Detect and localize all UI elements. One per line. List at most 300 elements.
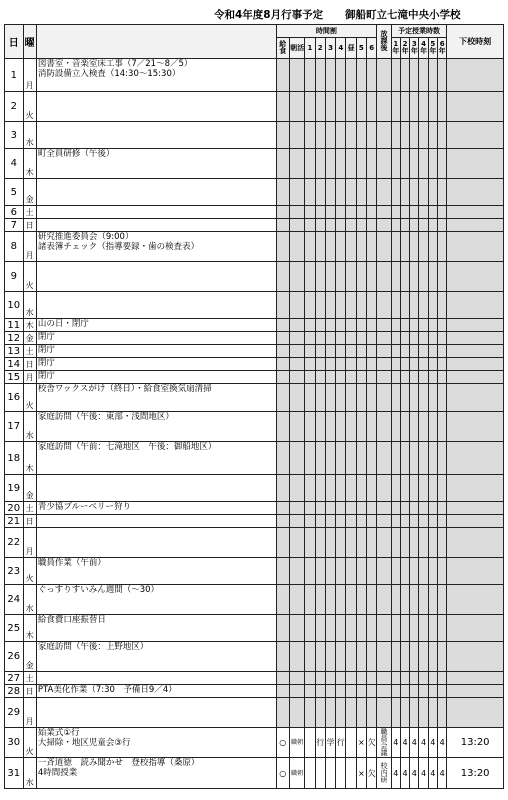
grade-cell	[400, 528, 409, 558]
period-cell	[346, 358, 356, 371]
grade-cell	[428, 292, 437, 319]
gekou-cell	[447, 262, 504, 292]
kyushoku-cell	[276, 384, 289, 412]
period-cell	[366, 502, 376, 515]
event-line: 大掃除・地区児童会③行	[37, 738, 131, 748]
houkago-cell	[377, 92, 391, 122]
period-cell	[305, 59, 315, 92]
kyushoku-cell	[276, 292, 289, 319]
event-line: ぐっすりすいみん週間（～30）	[37, 585, 160, 595]
header-period: 1	[305, 38, 315, 59]
period-cell	[366, 615, 376, 642]
header-period: 2	[315, 38, 325, 59]
houkago-cell	[377, 528, 391, 558]
kyushoku-cell	[276, 585, 289, 615]
event-cell	[36, 371, 276, 384]
period-cell	[346, 412, 356, 442]
gekou-cell	[447, 179, 504, 206]
grade-cell	[428, 122, 437, 149]
kyushoku-cell	[276, 528, 289, 558]
event-cell	[36, 92, 276, 122]
period-cell	[325, 332, 335, 345]
day-number: 29	[5, 698, 24, 728]
day-row	[5, 262, 504, 292]
event-cell	[36, 558, 276, 585]
event-cell	[36, 672, 276, 685]
day-row	[5, 672, 504, 685]
choukai-cell	[289, 475, 304, 502]
grade-cell	[410, 332, 419, 345]
period-cell	[315, 358, 325, 371]
weekday: 日	[23, 515, 36, 528]
choukai-cell	[289, 685, 304, 698]
period-cell	[336, 384, 346, 412]
gekou-cell: 13:20	[447, 758, 504, 789]
gekou-cell	[447, 412, 504, 442]
header-row-1	[5, 25, 504, 38]
grade-cell	[419, 232, 428, 262]
weekday: 金	[23, 179, 36, 206]
period-cell	[336, 358, 346, 371]
period-cell	[346, 332, 356, 345]
event-cell	[36, 685, 276, 698]
period-cell	[356, 59, 366, 92]
choukai-cell	[289, 358, 304, 371]
grade-cell	[391, 698, 400, 728]
grade-cell	[391, 685, 400, 698]
period-cell	[336, 219, 346, 232]
grade-cell	[419, 515, 428, 528]
period-cell	[305, 728, 315, 758]
day-number: 14	[5, 358, 24, 371]
period-cell	[336, 585, 346, 615]
grade-cell	[400, 384, 409, 412]
period-cell	[346, 698, 356, 728]
choukai-cell	[289, 122, 304, 149]
header-period: 4	[336, 38, 346, 59]
event-line: 家庭訪問（午前：七滝地区 午後：御船地区）	[37, 442, 217, 452]
grade-cell	[410, 585, 419, 615]
period-cell	[315, 206, 325, 219]
event-cell	[36, 412, 276, 442]
grade-cell	[428, 371, 437, 384]
kyushoku-cell	[276, 672, 289, 685]
period-cell	[356, 122, 366, 149]
event-line: 校舎ワックスがけ（終日）・給食室換気扇清掃	[37, 384, 212, 394]
event-cell	[36, 515, 276, 528]
day-number: 17	[5, 412, 24, 442]
gekou-cell	[447, 122, 504, 149]
day-number: 8	[5, 232, 24, 262]
grade-cell	[400, 475, 409, 502]
period-cell	[305, 358, 315, 371]
weekday: 水	[23, 412, 36, 442]
header-gekou: 下校時刻	[447, 25, 504, 59]
grade-cell	[419, 642, 428, 672]
gekou-cell	[447, 502, 504, 515]
period-cell	[346, 515, 356, 528]
grade-cell	[419, 371, 428, 384]
period-cell	[366, 515, 376, 528]
header-event	[36, 25, 276, 59]
grade-cell	[437, 615, 446, 642]
event-cell	[36, 319, 276, 332]
header-day: 日	[5, 25, 24, 59]
event-line: 給食費口座振替日	[37, 615, 106, 625]
period-cell	[315, 558, 325, 585]
day-number: 25	[5, 615, 24, 642]
day-number: 21	[5, 515, 24, 528]
choukai-cell	[289, 528, 304, 558]
day-number: 4	[5, 149, 24, 179]
grade-cell	[400, 232, 409, 262]
grade-cell	[437, 475, 446, 502]
period-cell	[305, 219, 315, 232]
houkago-cell	[377, 585, 391, 615]
day-row	[5, 642, 504, 672]
grade-cell	[437, 698, 446, 728]
period-cell	[305, 585, 315, 615]
period-cell	[325, 59, 335, 92]
grade-cell	[400, 672, 409, 685]
grade-cell	[419, 59, 428, 92]
grade-cell	[410, 358, 419, 371]
day-number: 23	[5, 558, 24, 585]
period-cell	[315, 502, 325, 515]
period-cell	[336, 345, 346, 358]
grade-cell: 4	[428, 758, 437, 789]
grade-cell	[428, 232, 437, 262]
period-cell	[356, 332, 366, 345]
period-cell	[325, 384, 335, 412]
grade-cell	[419, 332, 428, 345]
grade-cell	[410, 615, 419, 642]
period-cell	[356, 292, 366, 319]
period-cell	[325, 442, 335, 475]
kyushoku-cell	[276, 219, 289, 232]
day-row	[5, 558, 504, 585]
grade-cell	[400, 615, 409, 642]
weekday: 土	[23, 672, 36, 685]
choukai-cell: 職朝	[289, 728, 304, 758]
grade-cell	[437, 206, 446, 219]
gekou-cell	[447, 515, 504, 528]
event-line: 消防設備立入検査（14:30～15:30）	[37, 69, 181, 79]
period-cell	[305, 292, 315, 319]
grade-cell	[410, 384, 419, 412]
period-cell	[305, 672, 315, 685]
day-number: 2	[5, 92, 24, 122]
day-number: 10	[5, 292, 24, 319]
day-row	[5, 232, 504, 262]
kyushoku-cell	[276, 412, 289, 442]
period-cell	[336, 292, 346, 319]
grade-cell	[410, 345, 419, 358]
grade-cell: 4	[419, 728, 428, 758]
grade-cell	[391, 262, 400, 292]
grade-cell	[391, 502, 400, 515]
period-cell	[305, 384, 315, 412]
kyushoku-cell	[276, 319, 289, 332]
event-cell	[36, 122, 276, 149]
grade-cell	[391, 179, 400, 206]
choukai-cell	[289, 515, 304, 528]
day-number: 7	[5, 219, 24, 232]
day-number: 9	[5, 262, 24, 292]
grade-cell	[428, 528, 437, 558]
period-cell	[366, 685, 376, 698]
grade-cell: 4	[400, 758, 409, 789]
grade-cell	[410, 206, 419, 219]
period-cell	[336, 59, 346, 92]
weekday: 木	[23, 615, 36, 642]
event-cell	[36, 345, 276, 358]
grade-cell	[437, 672, 446, 685]
period-cell	[315, 384, 325, 412]
weekday: 日	[23, 219, 36, 232]
weekday: 月	[23, 698, 36, 728]
day-row	[5, 206, 504, 219]
houkago-cell	[377, 319, 391, 332]
event-cell	[36, 502, 276, 515]
event-line: 4時間授業	[37, 768, 78, 778]
period-cell	[356, 442, 366, 475]
period-cell	[336, 149, 346, 179]
day-number: 20	[5, 502, 24, 515]
header-houkago: 放課後	[377, 25, 391, 59]
period-cell	[325, 262, 335, 292]
period-cell	[346, 728, 356, 758]
day-number: 27	[5, 672, 24, 685]
period-cell	[305, 345, 315, 358]
kyushoku-cell	[276, 122, 289, 149]
gekou-cell	[447, 371, 504, 384]
period-cell	[325, 149, 335, 179]
grade-cell	[437, 122, 446, 149]
grade-cell	[437, 515, 446, 528]
period-cell	[336, 515, 346, 528]
grade-cell	[437, 345, 446, 358]
period-cell	[305, 122, 315, 149]
period-cell: 欠	[366, 728, 376, 758]
period-cell	[305, 179, 315, 206]
houkago-cell	[377, 685, 391, 698]
grade-cell	[428, 179, 437, 206]
weekday: 火	[23, 728, 36, 758]
day-number: 22	[5, 528, 24, 558]
period-cell	[315, 122, 325, 149]
grade-cell	[437, 371, 446, 384]
gekou-cell	[447, 232, 504, 262]
grade-cell	[437, 232, 446, 262]
grade-cell	[391, 292, 400, 319]
period-cell	[366, 232, 376, 262]
grade-cell	[391, 442, 400, 475]
period-cell	[336, 615, 346, 642]
day-number: 31	[5, 758, 24, 789]
houkago-cell	[377, 502, 391, 515]
day-number: 11	[5, 319, 24, 332]
event-cell	[36, 262, 276, 292]
event-line: 図書室・音楽室床工事（7／21～8／5）	[37, 59, 193, 69]
period-cell	[325, 122, 335, 149]
weekday: 月	[23, 371, 36, 384]
weekday: 水	[23, 122, 36, 149]
weekday: 火	[23, 262, 36, 292]
grade-cell	[410, 558, 419, 585]
grade-cell	[428, 149, 437, 179]
period-cell	[305, 685, 315, 698]
choukai-cell	[289, 698, 304, 728]
houkago-cell: 職員会議	[377, 728, 391, 758]
weekday: 火	[23, 92, 36, 122]
grade-cell	[410, 442, 419, 475]
period-cell	[305, 528, 315, 558]
period-cell	[325, 179, 335, 206]
period-cell	[336, 206, 346, 219]
period-cell	[356, 358, 366, 371]
period-cell	[346, 179, 356, 206]
day-row	[5, 515, 504, 528]
grade-cell	[391, 122, 400, 149]
weekday: 木	[23, 149, 36, 179]
period-cell	[346, 615, 356, 642]
grade-cell	[428, 384, 437, 412]
day-row	[5, 332, 504, 345]
gekou-cell	[447, 528, 504, 558]
period-cell	[356, 92, 366, 122]
period-cell: 欠	[366, 758, 376, 789]
grade-cell	[410, 672, 419, 685]
header-grade: 2年	[400, 38, 409, 59]
grade-cell	[428, 615, 437, 642]
day-number: 30	[5, 728, 24, 758]
day-row	[5, 412, 504, 442]
gekou-cell	[447, 206, 504, 219]
grade-cell	[437, 528, 446, 558]
grade-cell	[410, 412, 419, 442]
grade-cell	[419, 219, 428, 232]
period-cell	[325, 698, 335, 728]
header-kyushoku: 給食	[276, 38, 289, 59]
day-row	[5, 92, 504, 122]
grade-cell	[400, 515, 409, 528]
day-number: 24	[5, 585, 24, 615]
kyushoku-cell	[276, 358, 289, 371]
day-number: 18	[5, 442, 24, 475]
period-cell	[346, 672, 356, 685]
kyushoku-cell	[276, 59, 289, 92]
period-cell	[315, 475, 325, 502]
period-cell	[315, 179, 325, 206]
event-line: 閉庁	[37, 332, 55, 342]
weekday: 水	[23, 585, 36, 615]
period-cell	[346, 384, 356, 412]
period-cell	[336, 371, 346, 384]
event-cell	[36, 615, 276, 642]
weekday: 土	[23, 502, 36, 515]
period-cell	[315, 232, 325, 262]
houkago-cell	[377, 475, 391, 502]
grade-cell	[437, 319, 446, 332]
grade-cell	[410, 92, 419, 122]
grade-cell	[428, 502, 437, 515]
period-cell	[356, 698, 366, 728]
event-cell	[36, 358, 276, 371]
day-row	[5, 728, 504, 758]
gekou-cell	[447, 219, 504, 232]
period-cell	[336, 672, 346, 685]
period-cell	[305, 758, 315, 789]
grade-cell	[428, 642, 437, 672]
header-period: 3	[325, 38, 335, 59]
gekou-cell	[447, 698, 504, 728]
houkago-cell	[377, 358, 391, 371]
event-line: 諸表簿チェック（指導要録・歯の検査表）	[37, 242, 200, 252]
event-cell	[36, 206, 276, 219]
day-row	[5, 528, 504, 558]
day-number: 12	[5, 332, 24, 345]
period-cell	[325, 585, 335, 615]
event-cell	[36, 475, 276, 502]
gekou-cell	[447, 319, 504, 332]
day-row	[5, 475, 504, 502]
grade-cell	[400, 262, 409, 292]
header-grade: 4年	[419, 38, 428, 59]
period-cell	[336, 412, 346, 442]
grade-cell	[419, 615, 428, 642]
grade-cell	[437, 262, 446, 292]
houkago-cell	[377, 345, 391, 358]
grade-cell	[410, 219, 419, 232]
event-line: 家庭訪問（午後：上野地区）	[37, 642, 149, 652]
day-number: 15	[5, 371, 24, 384]
weekday: 月	[23, 59, 36, 92]
header-weekday: 曜	[23, 25, 36, 59]
kyushoku-cell	[276, 442, 289, 475]
grade-cell	[419, 442, 428, 475]
period-cell	[356, 685, 366, 698]
period-cell	[305, 371, 315, 384]
grade-cell: 4	[410, 758, 419, 789]
day-number: 19	[5, 475, 24, 502]
kyushoku-cell	[276, 642, 289, 672]
period-cell	[366, 92, 376, 122]
period-cell	[346, 292, 356, 319]
houkago-cell	[377, 442, 391, 475]
header-jikanwari: 時間割	[276, 25, 377, 38]
grade-cell	[419, 345, 428, 358]
period-cell	[325, 685, 335, 698]
period-cell	[356, 412, 366, 442]
period-cell	[336, 558, 346, 585]
grade-cell	[428, 515, 437, 528]
period-cell	[325, 412, 335, 442]
grade-cell	[437, 219, 446, 232]
grade-cell	[391, 642, 400, 672]
event-cell	[36, 332, 276, 345]
period-cell	[346, 262, 356, 292]
grade-cell	[419, 149, 428, 179]
period-cell	[346, 345, 356, 358]
event-line: 職員作業（午前）	[37, 558, 106, 568]
period-cell	[315, 698, 325, 728]
grade-cell	[391, 672, 400, 685]
period-cell	[366, 371, 376, 384]
grade-cell	[391, 345, 400, 358]
day-number: 13	[5, 345, 24, 358]
day-row	[5, 442, 504, 475]
